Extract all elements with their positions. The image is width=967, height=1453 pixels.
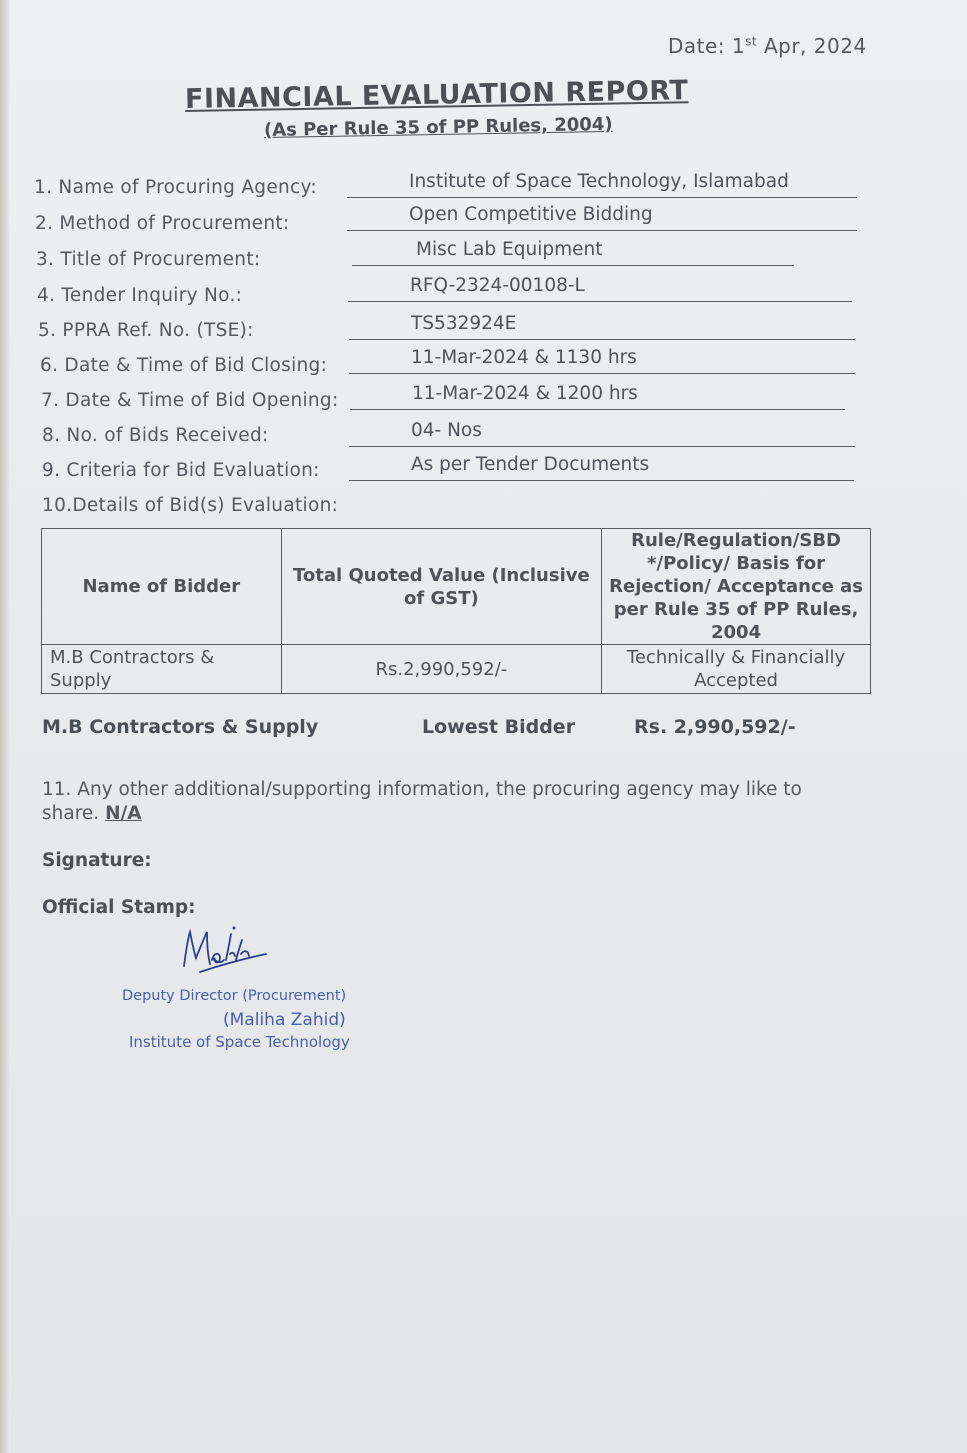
handwritten-signature: [178, 916, 278, 980]
cell-bidder-name: M.B Contractors & Supply: [42, 645, 282, 694]
field-label: 4. Tender Inquiry No.:: [37, 285, 243, 306]
signature-label: Signature:: [42, 850, 152, 871]
field-value: 04- Nos: [349, 420, 855, 447]
field-bids-received: [0, 420, 967, 455]
field-bid-closing: [0, 347, 967, 385]
official-stamp-label: Official Stamp:: [42, 897, 196, 918]
bid-evaluation-table: [41, 528, 871, 694]
cell-basis: Technically & Financially Accepted: [602, 645, 871, 694]
field-label: 8. No. of Bids Received:: [42, 425, 269, 446]
field-label: 3. Title of Procurement:: [36, 249, 261, 270]
summary-amount: Rs. 2,990,592/-: [634, 716, 796, 738]
report-title: FINANCIAL EVALUATION REPORT: [184, 75, 689, 115]
field-label: 1. Name of Procuring Agency:: [34, 177, 317, 198]
report-subtitle: (As Per Rule 35 of PP Rules, 2004): [263, 113, 613, 141]
field-value: RFQ-2324-00108-L: [348, 275, 852, 302]
column-header-bidder: Name of Bidder: [42, 529, 282, 645]
column-header-basis: Rule/Regulation/SBD */Policy/ Basis for Rejection/ Acceptance as per Rule 35 of PP Rules, 2004: [602, 529, 871, 645]
field-value: Institute of Space Technology, Islamabad: [347, 171, 857, 198]
field-label: 10.Details of Bid(s) Evaluation:: [42, 495, 339, 516]
field-value: Open Competitive Bidding: [347, 204, 857, 231]
field-label: 2. Method of Procurement:: [35, 213, 290, 234]
field-label: 7. Date & Time of Bid Opening:: [41, 390, 339, 411]
field-value: TS532924E: [349, 313, 855, 340]
field-value: As per Tender Documents: [349, 454, 854, 481]
column-header-quoted-value: Total Quoted Value (Inclusive of GST): [281, 529, 601, 645]
field-evaluation-criteria: [0, 454, 967, 490]
field-value: 11-Mar-2024 & 1200 hrs: [350, 383, 845, 410]
stamp-name: (Maliha Zahid): [223, 1010, 346, 1030]
table-header-row: [42, 529, 871, 645]
field-label: 5. PPRA Ref. No. (TSE):: [38, 320, 254, 341]
field-value: Misc Lab Equipment: [352, 239, 794, 266]
field-procuring-agency: [0, 171, 967, 207]
cell-quoted-value: Rs.2,990,592/-: [281, 645, 601, 694]
field-bid-opening: [0, 383, 967, 420]
summary-status: Lowest Bidder: [422, 716, 576, 738]
stamp-designation: Deputy Director (Procurement): [122, 988, 347, 1004]
field-details-heading: [0, 495, 967, 525]
field-label: 6. Date & Time of Bid Closing:: [40, 355, 328, 376]
report-date: Date: 1st Apr, 2024: [668, 34, 867, 58]
additional-info-value: N/A: [105, 803, 142, 824]
table-row: [42, 645, 871, 694]
field-label: 9. Criteria for Bid Evaluation:: [42, 460, 320, 481]
additional-information: 11. Any other additional/supporting information, the procuring agency may like to share. N/A: [42, 779, 802, 824]
field-tender-inquiry: [0, 275, 967, 315]
field-value: 11-Mar-2024 & 1130 hrs: [349, 347, 855, 374]
field-ppra-ref: [0, 313, 967, 350]
summary-bidder: M.B Contractors & Supply: [42, 716, 319, 738]
stamp-organization: Institute of Space Technology: [129, 1033, 350, 1051]
